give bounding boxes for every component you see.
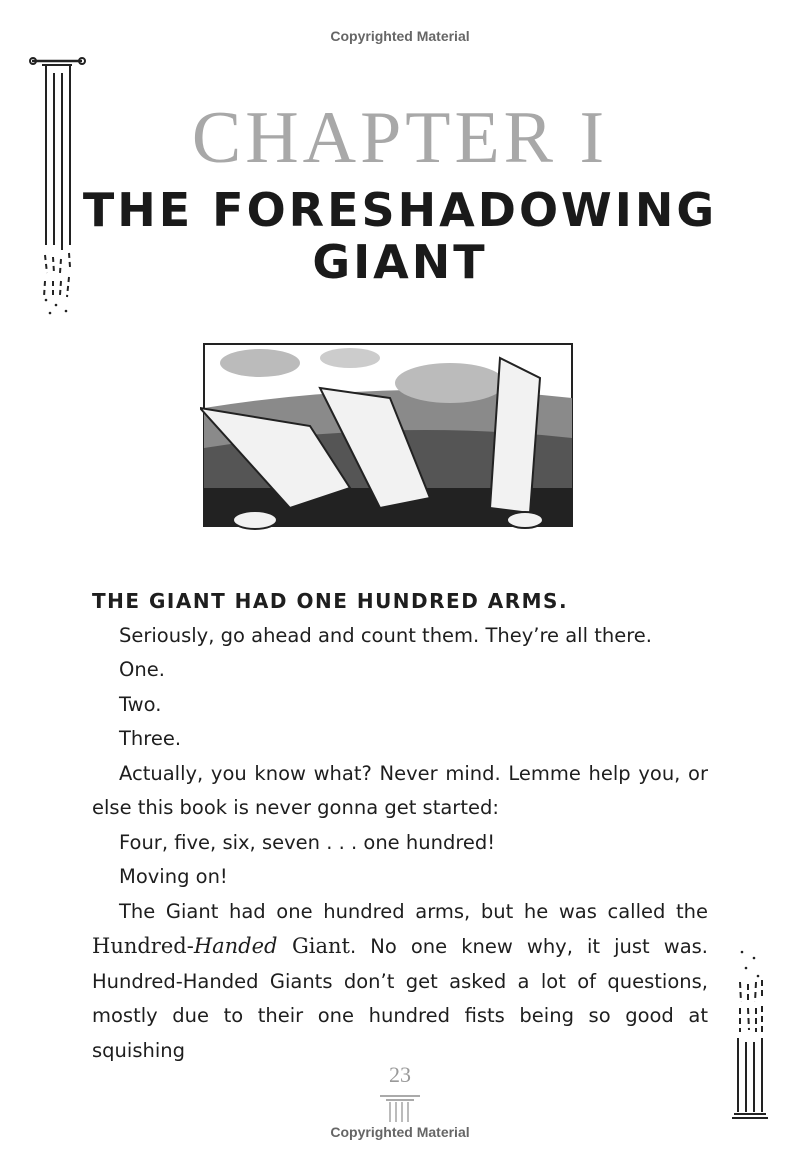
paragraph: Four, five, six, seven . . . one hundred! <box>119 830 496 854</box>
copyright-footer: Copyrighted Material <box>330 1124 470 1140</box>
paragraph-start: The Giant had one hundred arms, but he was called the <box>119 899 708 923</box>
paragraph-rest: . No one knew why, it just was. Hundred-Handed Giants don’t get asked a lot of questions, mostly due to their one hundred fists being so good at squishing <box>92 935 709 1062</box>
paragraph: Three. <box>119 727 182 750</box>
column-capital-ornament-icon <box>376 1092 424 1122</box>
greek-column-bottom-right-icon <box>728 948 772 1124</box>
chapter-title-line-2: GIANT <box>312 235 488 289</box>
chapter-number: CHAPTER I <box>191 97 609 179</box>
giant-name-part: Giant <box>277 934 351 958</box>
page-number: 23 <box>389 1062 411 1087</box>
paragraph: Moving on! <box>119 865 228 888</box>
paragraph: Two. <box>119 692 162 716</box>
giant-arms-illustration <box>200 338 576 538</box>
giant-name <box>92 934 350 958</box>
chapter-title-line-1: THE FORESHADOWING <box>82 183 718 237</box>
giant-name-italic: Handed <box>193 934 278 958</box>
paragraph: One. <box>119 658 165 681</box>
giant-name-part: Hundred- <box>92 934 194 958</box>
paragraph <box>92 895 708 1069</box>
copyright-header: Copyrighted Material <box>330 28 470 44</box>
paragraph: Actually, you know what? Never mind. Lemme help you, or else this book is never gonna get started: <box>92 761 708 819</box>
body-text <box>92 584 708 1068</box>
paragraph: Seriously, go ahead and count them. They’re all there. <box>119 623 653 647</box>
lead-sentence: THE GIANT HAD ONE HUNDRED ARMS. <box>92 589 569 613</box>
